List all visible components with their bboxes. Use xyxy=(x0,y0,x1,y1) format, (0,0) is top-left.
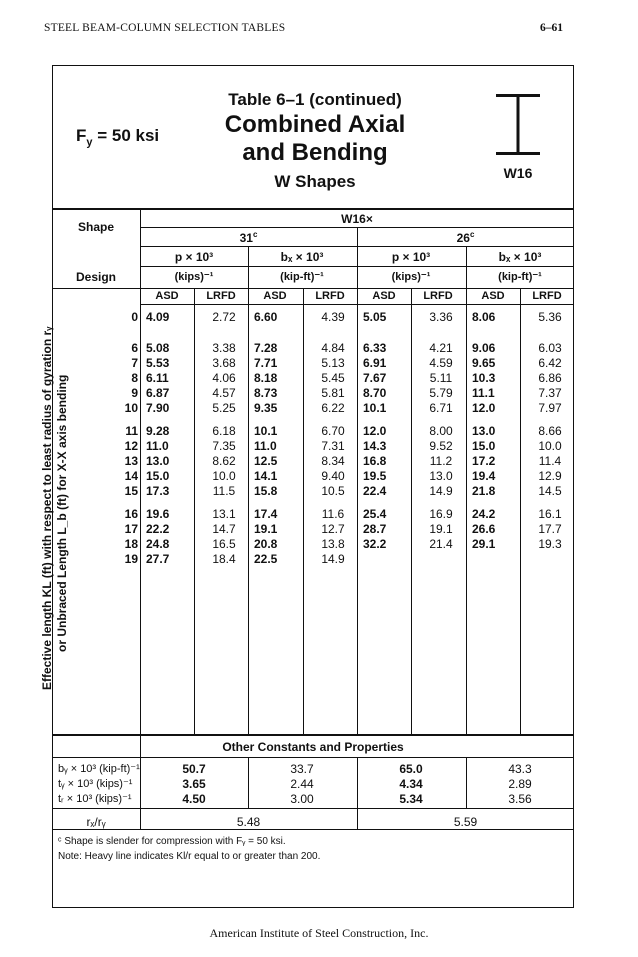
shape-header: Shape xyxy=(77,220,114,234)
table-cell: 12.5 xyxy=(254,454,278,468)
table-title: Combined Axial and Bending xyxy=(224,111,406,166)
table-cell: 26.6 xyxy=(472,522,496,536)
constant-label: tᵧ × 10³ (kips)⁻¹ xyxy=(58,778,133,790)
method-header: LRFD xyxy=(315,290,345,302)
table-cell: 3.38 xyxy=(212,341,236,355)
table-cell: 19.1 xyxy=(254,522,278,536)
section-31-header: 31$^c$ xyxy=(239,230,258,245)
table-cell: 5.45 xyxy=(321,371,345,385)
table-cell: 5.79 xyxy=(429,386,453,400)
param-header: p × 10³ xyxy=(174,250,214,264)
table-cell: 4.84 xyxy=(321,341,345,355)
table-cell: 14.3 xyxy=(363,439,387,453)
table-cell: 7.35 xyxy=(212,439,236,453)
table-cell: 5.36 xyxy=(538,310,562,324)
table-cell: 25.4 xyxy=(363,507,387,521)
table-cell: 19.4 xyxy=(472,469,496,483)
constant-value: 5.34 xyxy=(399,792,423,806)
table-cell: 4.59 xyxy=(429,356,453,370)
table-cell: 12.9 xyxy=(538,469,562,483)
table-cell: 22.4 xyxy=(363,484,387,498)
param-header: p × 10³ xyxy=(391,250,431,264)
table-cell: 19.3 xyxy=(538,537,562,551)
table-cell: 17.7 xyxy=(538,522,562,536)
table-cell: 7.37 xyxy=(538,386,562,400)
table-cell: 13.0 xyxy=(146,454,170,468)
table-cell: 10.3 xyxy=(472,371,496,385)
unit-header: (kip-ft)⁻¹ xyxy=(498,271,542,283)
method-header: LRFD xyxy=(206,290,236,302)
table-cell: 24.8 xyxy=(146,537,170,551)
table-cell: 9.35 xyxy=(254,401,278,415)
grid-hline xyxy=(52,288,574,289)
table-cell: 8.00 xyxy=(429,424,453,438)
kl-value: 0 xyxy=(131,310,138,324)
table-cell: 5.81 xyxy=(321,386,345,400)
table-cell: 5.05 xyxy=(363,310,387,324)
table-cell: 4.09 xyxy=(146,310,170,324)
table-subtitle: W Shapes xyxy=(274,172,356,191)
table-cell: 8.66 xyxy=(538,424,562,438)
table-cell: 2.72 xyxy=(212,310,236,324)
yield-strength-label: $F_y = 50$ ksi xyxy=(76,126,160,149)
table-cell: 5.25 xyxy=(212,401,236,415)
grid-vline xyxy=(303,288,304,734)
table-cell: 12.0 xyxy=(472,401,496,415)
table-cell: 9.06 xyxy=(472,341,496,355)
grid-vline xyxy=(194,288,195,734)
table-cell: 8.70 xyxy=(363,386,387,400)
kl-value: 8 xyxy=(131,371,138,385)
table-cell: 8.18 xyxy=(254,371,278,385)
kl-value: 10 xyxy=(124,401,138,415)
constant-value: 43.3 xyxy=(508,762,532,776)
table-cell: 14.9 xyxy=(429,484,453,498)
kl-value: 13 xyxy=(124,454,138,468)
table-cell: 6.03 xyxy=(538,341,562,355)
constant-value: 3.56 xyxy=(508,792,532,806)
constant-value: 3.00 xyxy=(290,792,314,806)
footnote-slender: ᶜ Shape is slender for compression with Fᵧ = 50 ksi. xyxy=(58,836,286,847)
table-cell: 11.0 xyxy=(146,439,169,453)
table-cell: 10.0 xyxy=(212,469,236,483)
table-cell: 13.0 xyxy=(472,424,496,438)
table-cell: 3.36 xyxy=(429,310,453,324)
table-cell: 8.62 xyxy=(212,454,236,468)
table-cell: 19.6 xyxy=(146,507,170,521)
table-cell: 15.0 xyxy=(472,439,496,453)
table-cell: 11.2 xyxy=(429,454,453,468)
method-header: ASD xyxy=(372,290,396,302)
page-footer: American Institute of Steel Construction, Inc. xyxy=(209,926,429,940)
page-number: 6–61 xyxy=(540,22,563,34)
table-cell: 12.0 xyxy=(363,424,387,438)
table-cell: 10.1 xyxy=(254,424,278,438)
table-cell: 3.68 xyxy=(212,356,236,370)
ratio-value-26: 5.59 xyxy=(453,815,478,829)
table-cell: 10.5 xyxy=(321,484,345,498)
table-cell: 17.3 xyxy=(146,484,170,498)
table-cell: 9.28 xyxy=(146,424,170,438)
kl-value: 11 xyxy=(125,424,138,438)
grid-hline xyxy=(52,208,574,210)
table-cell: 17.2 xyxy=(472,454,496,468)
table-cell: 14.5 xyxy=(538,484,562,498)
table-cell: 16.9 xyxy=(429,507,453,521)
footnote-heavy-line: Note: Heavy line indicates Kl/r equal to or greater than 200. xyxy=(58,851,321,862)
table-cell: 14.9 xyxy=(321,552,345,566)
table-cell: 15.0 xyxy=(146,469,170,483)
constant-value: 2.89 xyxy=(508,777,532,791)
table-cell: 24.2 xyxy=(472,507,496,521)
table-cell: 6.18 xyxy=(212,424,236,438)
constant-value: 3.65 xyxy=(182,777,206,791)
table-cell: 4.06 xyxy=(212,371,236,385)
table-cell: 13.1 xyxy=(212,507,236,521)
kl-value: 7 xyxy=(131,356,138,370)
table-cell: 11.0 xyxy=(254,439,277,453)
table-cell: 6.87 xyxy=(146,386,170,400)
table-cell: 6.22 xyxy=(321,401,345,415)
grid-vline xyxy=(411,288,412,734)
table-cell: 7.31 xyxy=(321,439,345,453)
table-cell: 8.06 xyxy=(472,310,496,324)
table-cell: 19.5 xyxy=(363,469,387,483)
grid-vline xyxy=(520,288,521,734)
method-header: ASD xyxy=(155,290,179,302)
constant-value: 2.44 xyxy=(290,777,314,791)
constant-value: 4.34 xyxy=(399,777,423,791)
ratio-value-31: 5.48 xyxy=(236,815,261,829)
table-cell: 22.5 xyxy=(254,552,278,566)
table-cell: 21.4 xyxy=(429,537,453,551)
table-cell: 11.4 xyxy=(538,454,562,468)
table-cell: 16.8 xyxy=(363,454,387,468)
table-cell: 4.21 xyxy=(429,341,453,355)
kl-value: 9 xyxy=(131,386,138,400)
shape-designation: W16 xyxy=(503,165,533,181)
ratio-label: rₓ/rᵧ xyxy=(86,815,106,829)
grid-hline xyxy=(52,757,574,758)
unit-header: (kips)⁻¹ xyxy=(174,271,214,283)
table-cell: 10.0 xyxy=(538,439,562,453)
table-cell: 27.7 xyxy=(146,552,170,566)
table-cell: 22.2 xyxy=(146,522,170,536)
param-header: bₓ × 10³ xyxy=(280,250,324,264)
grid-vline xyxy=(466,246,467,734)
table-cell: 7.67 xyxy=(363,371,387,385)
table-cell: 29.1 xyxy=(472,537,496,551)
i-beam-icon xyxy=(488,90,548,160)
unit-header: (kip-ft)⁻¹ xyxy=(280,271,324,283)
method-header: ASD xyxy=(263,290,287,302)
effective-length-label: Effective length KL (ft) with respect to least radius of gyration rᵧ or Unbraced Length L_b (ft) for X-X axis bending xyxy=(40,326,69,690)
table-cell: 17.4 xyxy=(254,507,278,521)
table-cell: 20.8 xyxy=(254,537,278,551)
table-cell: 6.86 xyxy=(538,371,562,385)
table-cell: 7.97 xyxy=(538,401,562,415)
grid-hline xyxy=(52,829,574,830)
table-cell: 9.40 xyxy=(321,469,345,483)
constant-label: bᵧ × 10³ (kip-ft)⁻¹ xyxy=(58,763,140,775)
table-cell: 6.60 xyxy=(254,310,278,324)
kl-value: 19 xyxy=(124,552,138,566)
constant-value: 33.7 xyxy=(290,762,314,776)
table-cell: 7.90 xyxy=(146,401,170,415)
table-cell: 13.8 xyxy=(321,537,345,551)
unit-header: (kips)⁻¹ xyxy=(391,271,431,283)
table-cell: 21.8 xyxy=(472,484,496,498)
table-cell: 14.1 xyxy=(254,469,278,483)
kl-value: 6 xyxy=(131,341,138,355)
other-constants-title: Other Constants and Properties xyxy=(222,740,404,754)
kl-value: 14 xyxy=(124,469,138,483)
table-cell: 6.70 xyxy=(321,424,345,438)
table-cell: 6.71 xyxy=(429,401,453,415)
table-cell: 13.0 xyxy=(429,469,453,483)
table-cell: 16.1 xyxy=(538,507,562,521)
section-26-header: 26$^c$ xyxy=(456,230,475,245)
table-cell: 16.5 xyxy=(212,537,236,551)
method-header: ASD xyxy=(481,290,505,302)
method-header: LRFD xyxy=(423,290,453,302)
table-cell: 6.91 xyxy=(363,356,387,370)
page-header-title: STEEL BEAM-COLUMN SELECTION TABLES xyxy=(44,22,286,34)
table-cell: 4.39 xyxy=(321,310,345,324)
grid-vline xyxy=(357,227,358,734)
table-cell: 11.5 xyxy=(212,484,236,498)
kl-value: 18 xyxy=(124,537,138,551)
kl-value: 16 xyxy=(124,507,138,521)
table-cell: 14.7 xyxy=(212,522,236,536)
table-cell: 7.71 xyxy=(254,356,278,370)
kl-value: 12 xyxy=(124,439,138,453)
table-cell: 32.2 xyxy=(363,537,387,551)
grid-hline xyxy=(52,734,574,736)
group-header: W16× xyxy=(341,212,373,226)
grid-vline xyxy=(248,246,249,734)
table-cell: 18.4 xyxy=(212,552,236,566)
table-cell: 5.11 xyxy=(429,371,453,385)
design-header: Design xyxy=(75,270,116,284)
table-cell: 5.13 xyxy=(321,356,345,370)
param-header: bₓ × 10³ xyxy=(498,250,542,264)
grid-hline xyxy=(52,808,574,809)
table-cell: 10.1 xyxy=(363,401,387,415)
table-cell: 9.52 xyxy=(429,439,453,453)
table-cell: 6.11 xyxy=(146,371,169,385)
table-cell: 19.1 xyxy=(429,522,453,536)
constant-value: 65.0 xyxy=(399,762,423,776)
table-cell: 11.1 xyxy=(472,386,495,400)
table-cell: 15.8 xyxy=(254,484,278,498)
table-number: Table 6–1 (continued) xyxy=(228,90,402,109)
table-cell: 28.7 xyxy=(363,522,387,536)
table-cell: 8.73 xyxy=(254,386,278,400)
table-cell: 9.65 xyxy=(472,356,496,370)
table-cell: 5.08 xyxy=(146,341,170,355)
table-cell: 6.42 xyxy=(538,356,562,370)
constant-label: tᵣ × 10³ (kips)⁻¹ xyxy=(58,793,132,805)
constant-value: 50.7 xyxy=(182,762,206,776)
table-cell: 7.28 xyxy=(254,341,278,355)
table-cell: 12.7 xyxy=(321,522,345,536)
constant-value: 4.50 xyxy=(182,792,206,806)
table-cell: 11.6 xyxy=(321,507,345,521)
table-cell: 8.34 xyxy=(321,454,345,468)
kl-value: 15 xyxy=(124,484,138,498)
table-cell: 5.53 xyxy=(146,356,170,370)
table-cell: 4.57 xyxy=(212,386,236,400)
kl-value: 17 xyxy=(124,522,138,536)
table-cell: 6.33 xyxy=(363,341,387,355)
method-header: LRFD xyxy=(532,290,562,302)
